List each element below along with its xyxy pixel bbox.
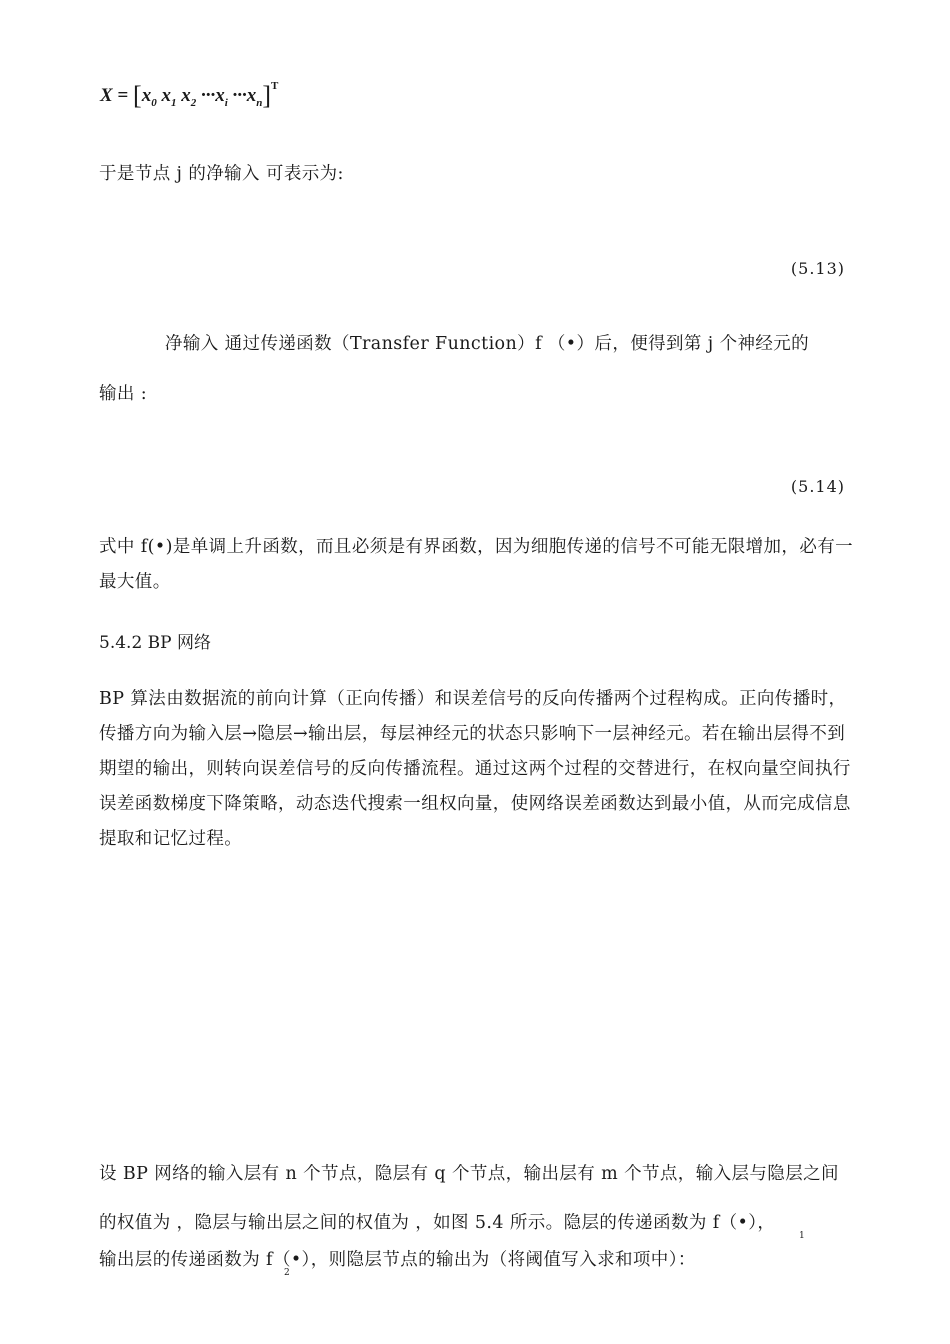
bp-network-line-1: 设 BP 网络的输入层有 n 个节点，隐层有 q 个节点，输出层有 m 个节点，输入层与隐层之间 (99, 1164, 839, 1184)
output-line: 输出 : (99, 384, 148, 404)
subscript-1: 1 (799, 1231, 805, 1241)
paragraph-transfer-function: 式中 f(•)是单调上升函数，而且必须是有界函数，因为细胞传递的信号不可能无限增加，必有一最大值。 (99, 537, 854, 592)
equation-number-5-14: (5.14) (790, 477, 845, 496)
net-input-line: 于是节点 j 的净输入 可表示为: (99, 164, 344, 184)
section-heading: 5.4.2 BP 网络 (99, 633, 211, 653)
formula-input-vector: $X = [x_0$ $x_1$ $x_2 \cdot\cdot\cdot x_i \cdot\cdot\cdot x_n]^T$ (100, 80, 279, 110)
bp-network-line-2: 的权值为 ，隐层与输出层之间的权值为 ，如图 5.4 所示。隐层的传递函数为 f（•）， (99, 1213, 776, 1233)
subscript-2: 2 (284, 1268, 290, 1278)
paragraph-bp-algorithm: BP 算法由数据流的前向计算（正向传播）和误差信号的反向传播两个过程构成。正向传播时，传播方向为输入层→隐层→输出层，每层神经元的状态只影响下一层神经元。若在输出层得不到期望的输出，则转向误差信号的反向传播流程。通过这两个过程的交替进行，在权向量空间执行误差函数梯度下降策略，动态迭代搜索一组权向量，使网络误差函数达到最小值，从而完成信息提取和记忆过程。 (99, 689, 851, 849)
transfer-function-line: 净输入 通过传递函数（Transfer Function）f （•）后，便得到第 j 个神经元的 (165, 334, 810, 354)
bp-network-line-3: 输出层的传递函数为 f（•），则隐层节点的输出为（将阈值写入求和项中）： (99, 1250, 696, 1270)
equation-number-5-13: (5.13) (790, 259, 845, 278)
